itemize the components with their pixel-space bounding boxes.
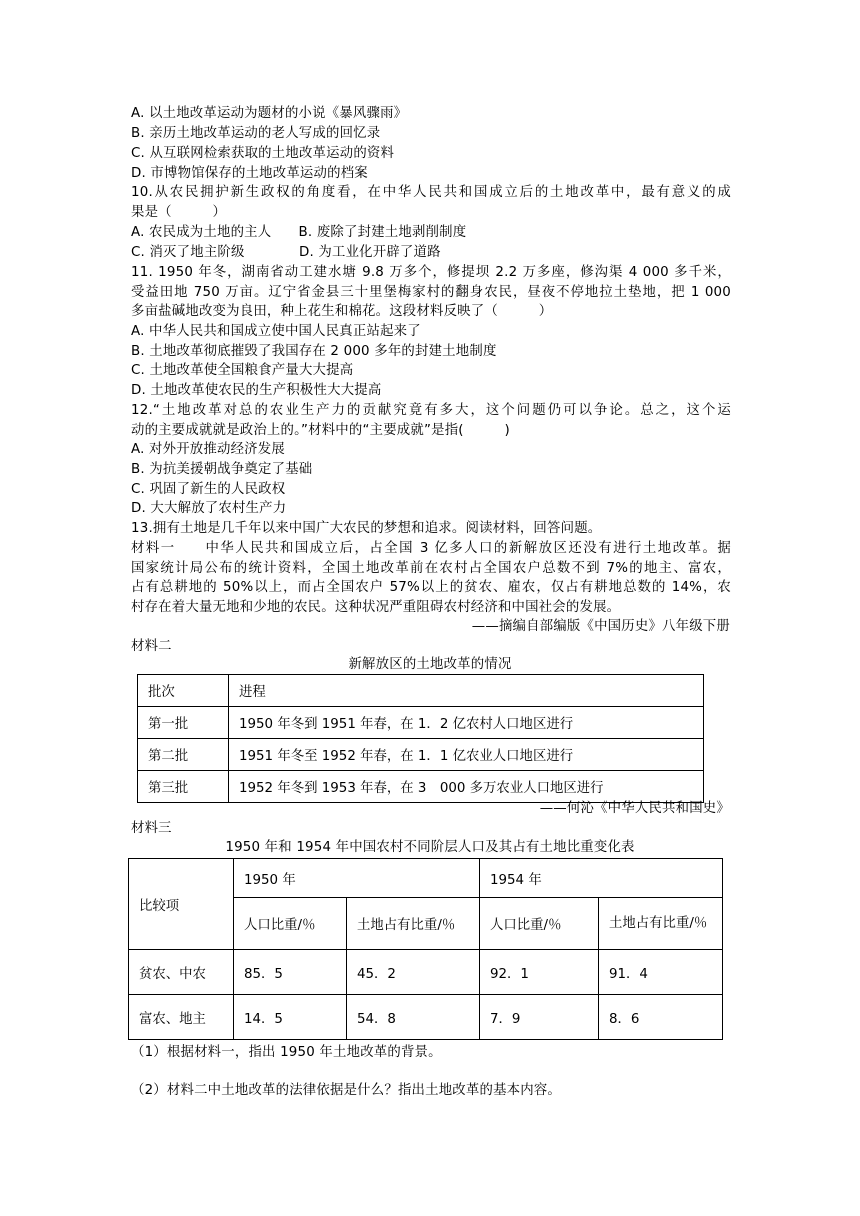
material-1-line: 村存在着大量无地和少地的农民。这种状况严重阻碍农村经济和中国社会的发展。 [131, 600, 621, 615]
column-header-cell: 土地占有比重/％ [599, 898, 723, 950]
q9-option-b: B. 亲历土地改革运动的老人写成的回忆录 [131, 126, 381, 141]
table-row [138, 739, 704, 771]
material-2-source: ——何沁《中华人民共和国史》 [539, 801, 730, 816]
table-row [129, 950, 723, 995]
column-header-cell: 人口比重/％ [234, 898, 347, 950]
q9-option-c: C. 从互联网检索获取的土地改革运动的资料 [131, 146, 395, 161]
q11-option-a: A. 中华人民共和国成立使中国人民真正站起来了 [131, 324, 421, 339]
q11-stem-cont: 受益田地 750 万亩。辽宁省金县三十里堡梅家村的翻身农民，昼夜不停地拉土垫地，把 1 000 [131, 285, 731, 300]
q10-options-cd: C. 消灭了地主阶级 D. 为工业化开辟了道路 [131, 245, 441, 260]
year-header-cell: 1954 年 [480, 859, 723, 898]
material-2-label: 材料二 [131, 639, 172, 654]
table-row [129, 995, 723, 1040]
table-cell: 1952 年冬到 1953 年春，在 3 000 多万农业人口地区进行 [229, 771, 704, 803]
column-header-cell: 人口比重/％ [480, 898, 599, 950]
material-1-line: 国家统计局公布的统计资料，全国土地改革前在农村占全国农户总数不到 7%的地主、富农， [131, 561, 731, 576]
q13-intro: 13.拥有土地是几千年以来中国广大农民的梦想和追求。阅读材料，回答问题。 [131, 521, 602, 536]
q11-stem: 11. 1950 年冬，湖南省动工建水塘 9.8 万多个，修提坝 2.2 万多座，修沟渠 4 000 多千米， [131, 265, 731, 280]
q9-option-a: A. 以土地改革运动为题材的小说《暴风骤雨》 [131, 106, 408, 121]
material-3-title: 1950 年和 1954 年中国农村不同阶层人口及其占有土地比重变化表 [225, 840, 635, 855]
table-row [138, 771, 704, 803]
q13-subquestion-1: （1）根据材料一，指出 1950 年土地改革的背景。 [131, 1045, 442, 1060]
q12-stem-cont: 动的主要成就就是政治上的。”材料中的“主要成就”是指( ) [131, 423, 510, 438]
q11-option-c: C. 土地改革使全国粮食产量大大提高 [131, 363, 354, 378]
table-header-cell: 批次 [138, 675, 229, 707]
table-cell: 45．2 [347, 950, 480, 995]
table-header-cell: 进程 [229, 675, 704, 707]
q12-option-a: A. 对外开放推动经济发展 [131, 442, 285, 457]
table-cell: 92．1 [480, 950, 599, 995]
material-2-table [137, 674, 704, 803]
table-cell: 第二批 [138, 739, 229, 771]
table-cell: 54．8 [347, 995, 480, 1040]
table-cell: 85．5 [234, 950, 347, 995]
table-header-row [129, 859, 723, 898]
table-header-row [138, 675, 704, 707]
table-cell: 1951 年冬至 1952 年春，在 1．1 亿农业人口地区进行 [229, 739, 704, 771]
material-1-source: ——摘编自部编版《中国历史》八年级下册 [471, 619, 730, 634]
q12-stem: 12.“土地改革对总的农业生产力的贡献究竟有多大，这个问题仍可以争论。总之，这个运 [131, 403, 731, 418]
q9-option-d: D. 市博物馆保存的土地改革运动的档案 [131, 166, 368, 181]
q10-stem: 10.从农民拥护新生政权的角度看，在中华人民共和国成立后的土地改革中，最有意义的成 [131, 185, 731, 200]
material-2-title: 新解放区的土地改革的情况 [348, 657, 512, 672]
q12-option-b: B. 为抗美援朝战争奠定了基础 [131, 462, 313, 477]
q10-stem-cont: 果是（ ） [131, 205, 227, 220]
material-1-line: 材料一 中华人民共和国成立后，占全国 3 亿多人口的新解放区还没有进行土地改革。据 [131, 541, 731, 556]
q11-option-d: D. 土地改革使农民的生产积极性大大提高 [131, 383, 382, 398]
year-header-cell: 1950 年 [234, 859, 480, 898]
q11-option-b: B. 土地改革彻底摧毁了我国存在 2 000 多年的封建土地制度 [131, 344, 497, 359]
material-3-label: 材料三 [131, 821, 172, 836]
material-1-line: 占有总耕地的 50%以上，而占全国农户 57%以上的贫农、雇农，仅占有耕地总数的 14%，农 [131, 580, 731, 595]
table-cell: 8．6 [599, 995, 723, 1040]
column-header-cell: 土地占有比重/％ [347, 898, 480, 950]
table-cell: 第一批 [138, 707, 229, 739]
table-cell: 贫农、中农 [129, 950, 234, 995]
q11-stem-end: 多亩盐碱地改变为良田，种上花生和棉花。这段材料反映了（ ） [131, 304, 553, 319]
table-cell: 第三批 [138, 771, 229, 803]
table-cell: 富农、地主 [129, 995, 234, 1040]
table-cell: 91．4 [599, 950, 723, 995]
q10-options-ab: A. 农民成为土地的主人 B. 废除了封建土地剥削制度 [131, 225, 467, 240]
table-cell: 7．9 [480, 995, 599, 1040]
material-3-table [128, 858, 723, 1040]
table-row [138, 707, 704, 739]
table-cell: 14．5 [234, 995, 347, 1040]
table-cell: 1950 年冬到 1951 年春，在 1．2 亿农村人口地区进行 [229, 707, 704, 739]
q12-option-d: D. 大大解放了农村生产力 [131, 501, 287, 516]
q13-subquestion-2: （2）材料二中土地改革的法律依据是什么？指出土地改革的基本内容。 [131, 1083, 562, 1098]
compare-header-cell: 比较项 [129, 859, 234, 950]
q12-option-c: C. 巩固了新生的人民政权 [131, 482, 286, 497]
